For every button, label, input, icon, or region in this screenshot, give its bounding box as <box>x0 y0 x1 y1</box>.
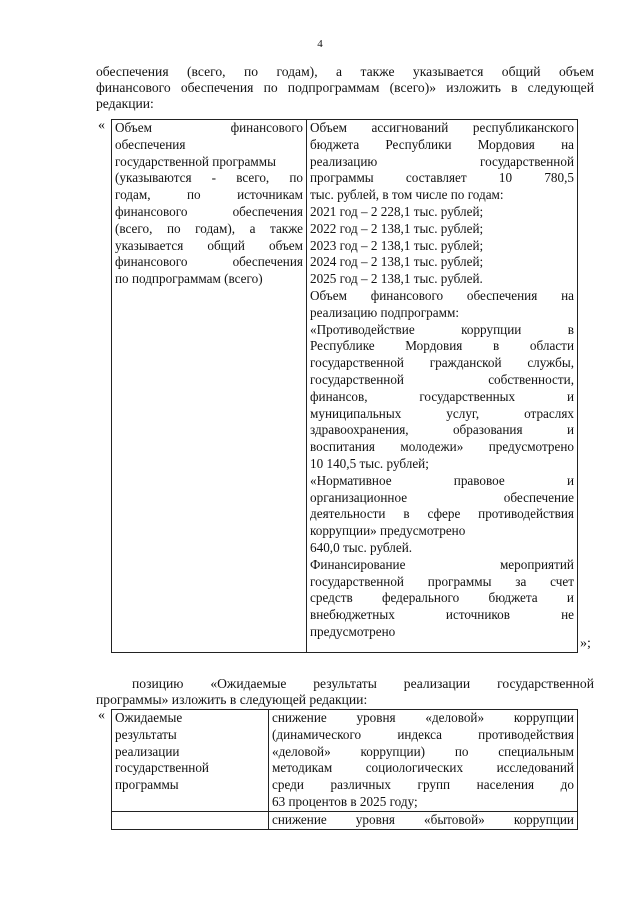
cell-line: воспитания молодежи» предусмотрено <box>310 439 574 455</box>
cell-line: (всего, по годам), а также <box>115 220 303 236</box>
cell-line: снижение уровня «бытовой» коррупции <box>272 811 574 827</box>
open-quote: « <box>98 708 105 723</box>
cell-line: Финансирование мероприятий <box>310 556 574 572</box>
cell-line: по подпрограммам (всего) <box>115 271 263 287</box>
funding-table <box>111 119 578 653</box>
cell-line: 2022 год – 2 138,1 тыс. рублей; <box>310 220 484 236</box>
results-value-cell <box>269 811 578 829</box>
cell-line: программы составляет 10 780,5 <box>310 170 574 186</box>
cell-line: внебюджетных источников не <box>310 607 574 623</box>
intro-line: финансового обеспечения по подпрограммам (всего)» изложить в следующей <box>96 80 594 95</box>
results-label-cell-empty <box>112 811 269 829</box>
cell-line: организационное обеспечение <box>310 489 574 505</box>
cell-line: 2021 год – 2 228,1 тыс. рублей; <box>310 203 484 219</box>
table-row <box>112 120 578 653</box>
table-row <box>112 811 578 829</box>
cell-line: реализации <box>115 743 180 759</box>
page-number: 4 <box>317 38 323 50</box>
cell-line: государственной программы <box>115 153 276 169</box>
cell-line: коррупции» предусмотрено <box>310 523 466 539</box>
cell-line: Объем финансового <box>115 120 303 135</box>
cell-line: обеспечения <box>115 136 186 152</box>
cell-line: «Противодействие коррупции в <box>310 321 574 337</box>
intro-paragraph <box>96 64 594 112</box>
cell-line: «деловой» коррупции) по специальным <box>272 743 574 759</box>
cell-line: методикам социологических исследований <box>272 760 574 776</box>
cell-line: государственной гражданской службы, <box>310 355 574 371</box>
cell-line: Ожидаемые <box>115 710 183 725</box>
cell-line: Объем финансового обеспечения на <box>310 287 574 303</box>
cell-line: предусмотрено <box>310 623 396 639</box>
intro-line: редакции: <box>96 96 154 111</box>
cell-line: 2025 год – 2 138,1 тыс. рублей. <box>310 271 483 287</box>
cell-line: деятельности в сфере противодействия <box>310 506 574 522</box>
close-quote: »; <box>580 636 591 651</box>
cell-line: средств федерального бюджета и <box>310 590 574 606</box>
funding-value-cell <box>307 120 578 653</box>
cell-line: среди различных групп населения до <box>272 777 574 793</box>
cell-line: бюджета Республики Мордовия на <box>310 136 574 152</box>
mid-line: позицию «Ожидаемые результаты реализации государственной <box>132 676 594 691</box>
cell-line: Объем ассигнований республиканского <box>310 120 574 135</box>
results-table <box>111 709 578 830</box>
cell-line: муниципальных услуг, отраслях <box>310 405 574 421</box>
cell-line: финансов, государственных и <box>310 388 574 404</box>
cell-line: 2024 год – 2 138,1 тыс. рублей; <box>310 254 484 270</box>
cell-line: реализацию государственной <box>310 153 574 169</box>
cell-line: снижение уровня «деловой» коррупции <box>272 710 574 725</box>
cell-line: (указываются - всего, по <box>115 170 303 186</box>
intro-line: обеспечения (всего, по годам), а также указывается общий объем <box>96 64 594 79</box>
cell-line: программы <box>115 777 179 793</box>
cell-line: (динамического индекса противодействия <box>272 726 574 742</box>
cell-line: Республике Мордовия в области <box>310 338 574 354</box>
cell-line: финансового обеспечения <box>115 254 303 270</box>
cell-line: результаты <box>115 726 177 742</box>
cell-line: тыс. рублей, в том числе по годам: <box>310 187 504 203</box>
cell-line: реализацию подпрограмм: <box>310 304 459 320</box>
cell-line: 10 140,5 тыс. рублей; <box>310 455 429 471</box>
cell-line: 2023 год – 2 138,1 тыс. рублей; <box>310 237 484 253</box>
cell-line: государственной <box>115 760 209 776</box>
table-row <box>112 710 578 812</box>
cell-line: годам, по источникам <box>115 187 303 203</box>
cell-line: государственной собственности, <box>310 371 574 387</box>
cell-line: указывается общий объем <box>115 237 303 253</box>
results-value-cell <box>269 710 578 812</box>
cell-line: 63 процентов в 2025 году; <box>272 793 418 809</box>
cell-line: здравоохранения, образования и <box>310 422 574 438</box>
open-quote: « <box>98 118 105 133</box>
mid-paragraph <box>96 676 594 708</box>
cell-line: финансового обеспечения <box>115 203 303 219</box>
funding-label-cell <box>112 120 307 653</box>
cell-line: государственной программы за счет <box>310 573 574 589</box>
cell-line: 640,0 тыс. рублей. <box>310 539 413 555</box>
results-label-cell <box>112 710 269 812</box>
mid-line: программы» изложить в следующей редакции: <box>96 692 368 707</box>
cell-line: «Нормативное правовое и <box>310 472 574 488</box>
